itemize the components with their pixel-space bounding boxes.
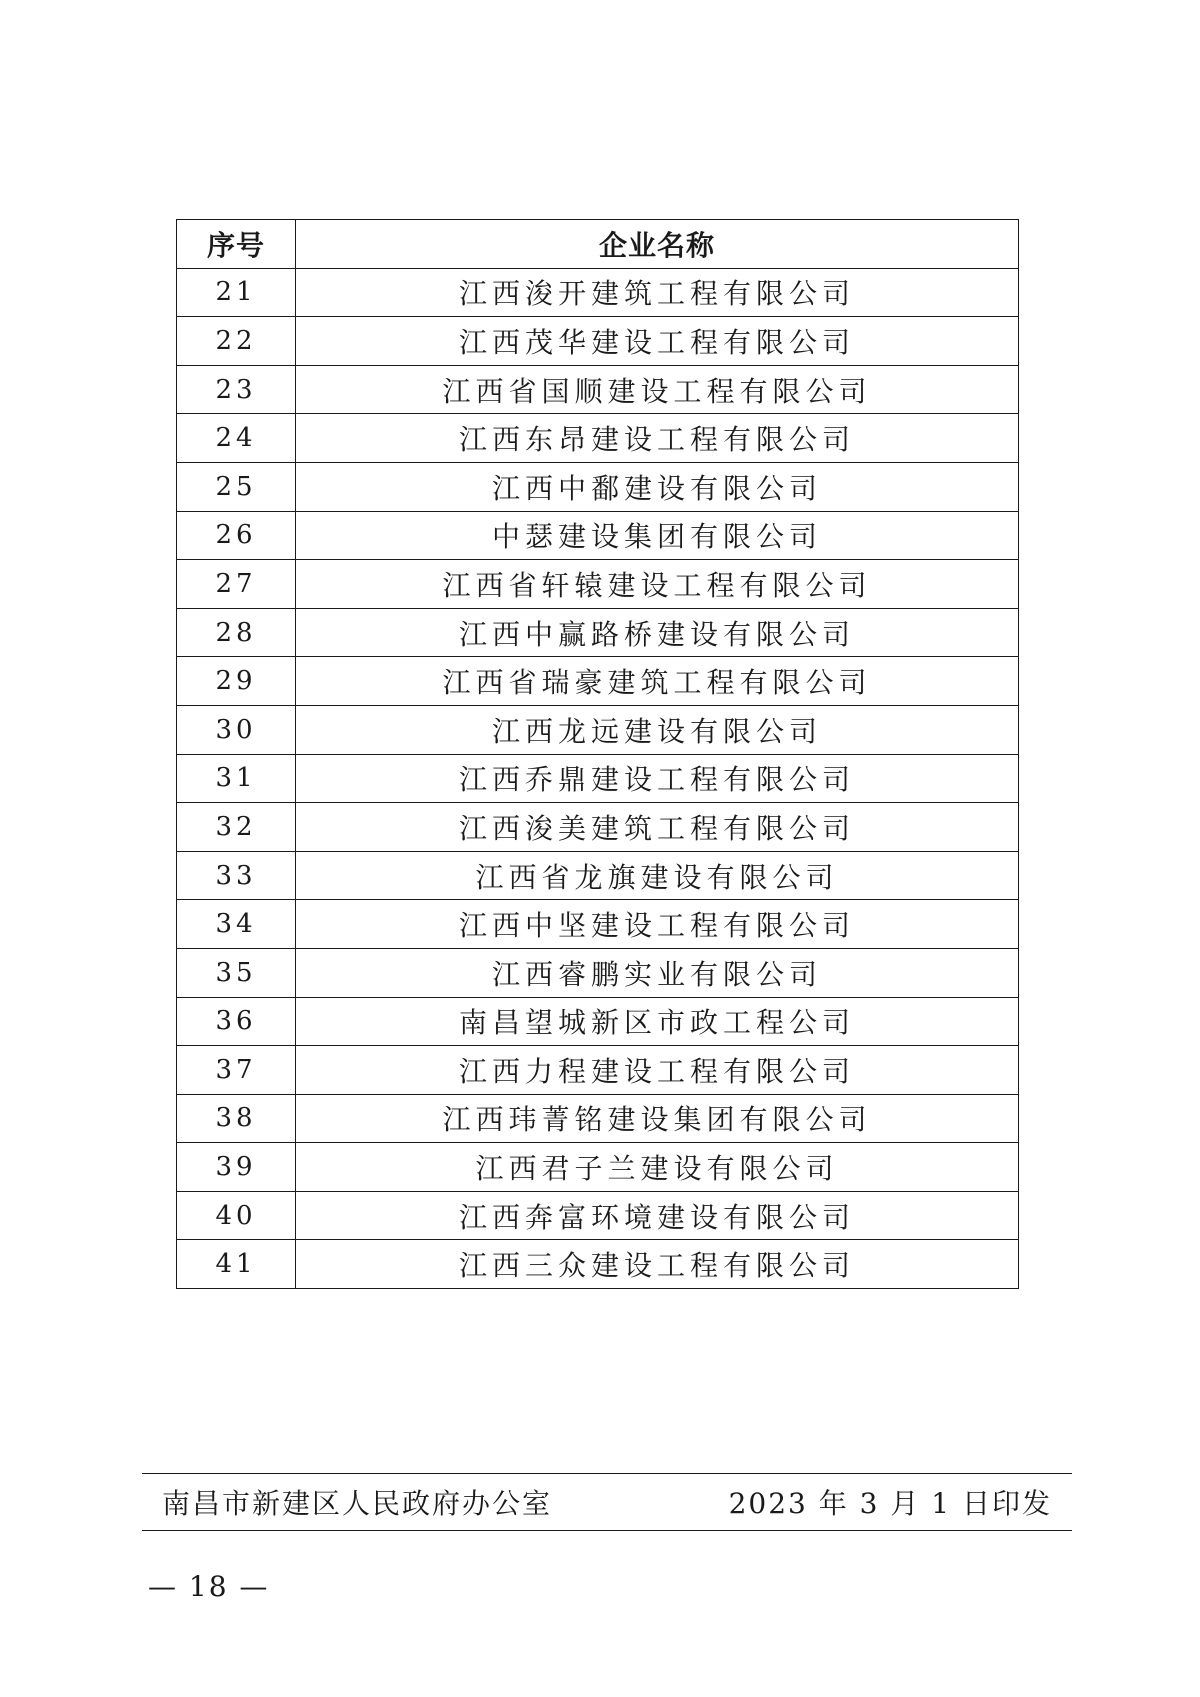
table-row <box>177 317 1019 366</box>
table-header-row <box>177 220 1019 269</box>
row-number: 38 <box>177 1094 296 1143</box>
row-number: 35 <box>177 948 296 997</box>
table-row <box>177 705 1019 754</box>
company-name: 江西东昂建设工程有限公司 <box>296 414 1019 463</box>
row-number: 31 <box>177 754 296 803</box>
row-number: 29 <box>177 657 296 706</box>
row-number: 39 <box>177 1143 296 1192</box>
company-name: 中瑟建设集团有限公司 <box>296 511 1019 560</box>
company-list-table <box>176 219 1019 1289</box>
company-name: 江西省轩辕建设工程有限公司 <box>296 560 1019 609</box>
table-row <box>177 1094 1019 1143</box>
table-row <box>177 997 1019 1046</box>
company-name: 江西省国顺建设工程有限公司 <box>296 365 1019 414</box>
company-name: 江西浚美建筑工程有限公司 <box>296 803 1019 852</box>
header-serial-number: 序号 <box>177 220 296 269</box>
row-number: 37 <box>177 1046 296 1095</box>
table-row <box>177 365 1019 414</box>
company-name: 江西浚开建筑工程有限公司 <box>296 268 1019 317</box>
row-number: 24 <box>177 414 296 463</box>
company-name: 江西中坚建设工程有限公司 <box>296 900 1019 949</box>
row-number: 23 <box>177 365 296 414</box>
company-name: 江西龙远建设有限公司 <box>296 705 1019 754</box>
table-row <box>177 948 1019 997</box>
company-name: 江西中鄱建设有限公司 <box>296 462 1019 511</box>
row-number: 36 <box>177 997 296 1046</box>
table-row <box>177 462 1019 511</box>
table-row <box>177 268 1019 317</box>
company-name: 江西省龙旗建设有限公司 <box>296 851 1019 900</box>
table-row <box>177 511 1019 560</box>
company-name: 江西玮菁铭建设集团有限公司 <box>296 1094 1019 1143</box>
row-number: 32 <box>177 803 296 852</box>
row-number: 40 <box>177 1191 296 1240</box>
header-company-name: 企业名称 <box>296 220 1019 269</box>
table-row <box>177 1240 1019 1289</box>
table-row <box>177 1046 1019 1095</box>
table-row <box>177 608 1019 657</box>
row-number: 33 <box>177 851 296 900</box>
issue-date: 2023 年 3 月 1 日印发 <box>728 1487 1052 1520</box>
row-number: 27 <box>177 560 296 609</box>
table-row <box>177 803 1019 852</box>
table-row <box>177 754 1019 803</box>
company-name: 江西省瑞豪建筑工程有限公司 <box>296 657 1019 706</box>
table-row <box>177 414 1019 463</box>
table-row <box>177 1143 1019 1192</box>
company-name: 江西乔鼎建设工程有限公司 <box>296 754 1019 803</box>
row-number: 25 <box>177 462 296 511</box>
table-row <box>177 900 1019 949</box>
row-number: 41 <box>177 1240 296 1289</box>
company-name: 江西君子兰建设有限公司 <box>296 1143 1019 1192</box>
company-name: 江西中赢路桥建设有限公司 <box>296 608 1019 657</box>
table-row <box>177 851 1019 900</box>
company-name: 江西三众建设工程有限公司 <box>296 1240 1019 1289</box>
row-number: 34 <box>177 900 296 949</box>
row-number: 28 <box>177 608 296 657</box>
company-name: 江西睿鹏实业有限公司 <box>296 948 1019 997</box>
footer-bottom-rule <box>142 1530 1072 1531</box>
row-number: 26 <box>177 511 296 560</box>
row-number: 21 <box>177 268 296 317</box>
company-name: 南昌望城新区市政工程公司 <box>296 997 1019 1046</box>
table-row <box>177 560 1019 609</box>
row-number: 30 <box>177 705 296 754</box>
row-number: 22 <box>177 317 296 366</box>
table-row <box>177 657 1019 706</box>
company-name: 江西力程建设工程有限公司 <box>296 1046 1019 1095</box>
issuing-office: 南昌市新建区人民政府办公室 <box>162 1487 553 1520</box>
table-row <box>177 1191 1019 1240</box>
footer-top-rule <box>142 1473 1072 1474</box>
company-name: 江西茂华建设工程有限公司 <box>296 317 1019 366</box>
company-name: 江西奔富环境建设有限公司 <box>296 1191 1019 1240</box>
page-number: — 18 — <box>148 1570 270 1603</box>
